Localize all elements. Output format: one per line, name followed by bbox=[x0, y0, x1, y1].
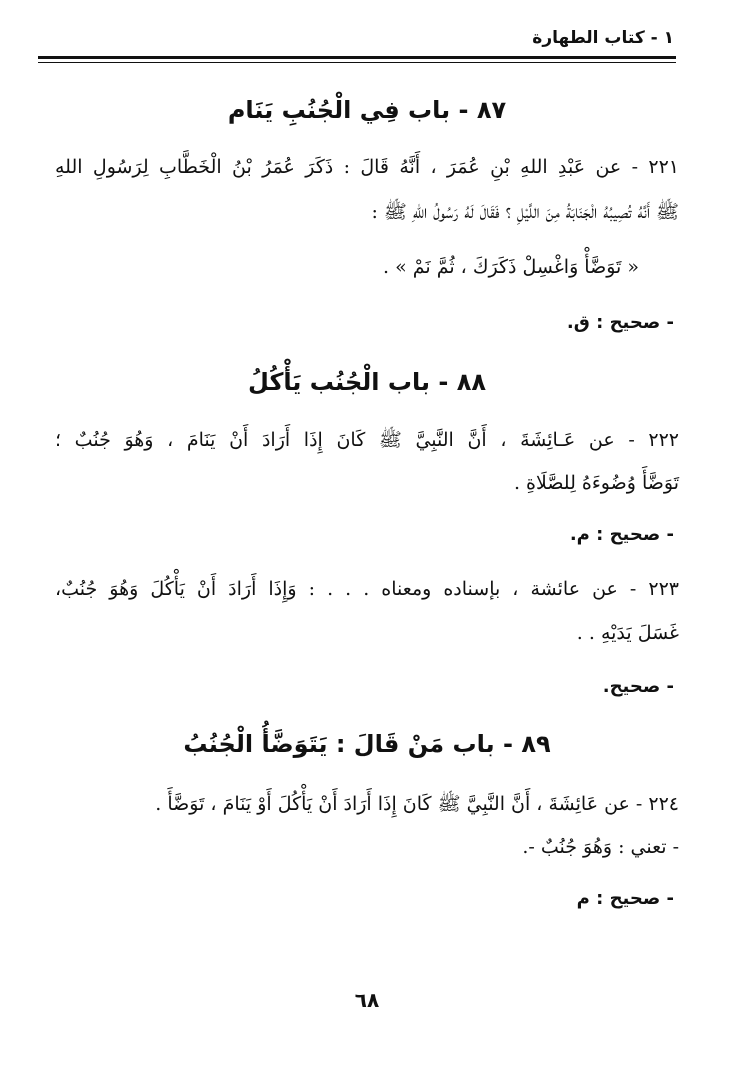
hadith-221-line-1: ٢٢١ - عن عَبْدِ اللهِ بْنِ عُمَرَ ، أَنَّهُ قَالَ : ذَكَرَ عُمَرُ بْنُ الْخَطَّابِ لِرَسُولِ اللهِ bbox=[55, 156, 679, 178]
verdict-222: - صحيح : م. bbox=[569, 524, 674, 545]
hadith-221-line-2: ﷺ أَنَّهُ تُصِيبُهُ الْجَنَابَةُ مِنَ اللَّيْلِ ؟ فَقَالَ لَهُ رَسُولُ اللهِ ﷺ : bbox=[371, 201, 679, 223]
hadith-224-line-1: ٢٢٤ - عن عَائِشَةَ ، أَنَّ النَّبِيَّ ﷺ كَانَ إِذَا أَرَادَ أَنْ يَأْكُلَ أَوْ يَنَامَ ، تَوَضَّأَ . bbox=[155, 793, 679, 815]
page-number: ٦٨ bbox=[354, 988, 380, 1012]
verdict-221: - صحيح : ق. bbox=[566, 312, 674, 333]
header-rule-thin bbox=[38, 62, 676, 63]
chapter-title-89: ٨٩ - باب مَنْ قَالَ : يَتَوَضَّأُ الْجُنُبُ bbox=[183, 730, 551, 758]
hadith-222-line-2: تَوَضَّأَ وُضُوءَهُ لِلصَّلَاةِ . bbox=[513, 472, 679, 494]
chapter-title-88: ٨٨ - باب الْجُنُب يَأْكُلُ bbox=[248, 368, 486, 396]
running-header: ١ - كتاب الطهارة bbox=[532, 28, 674, 48]
hadith-221-line-3: « تَوَضَّأْ وَاغْسِلْ ذَكَرَكَ ، ثُمَّ نَمْ » . bbox=[382, 256, 639, 278]
hadith-223-line-2: غَسَلَ يَدَيْهِ . . bbox=[576, 622, 679, 644]
verdict-223: - صحيح. bbox=[602, 676, 674, 697]
chapter-title-87: ٨٧ - باب فِي الْجُنُبِ يَنَام bbox=[227, 96, 507, 124]
verdict-224: - صحيح : م bbox=[576, 888, 674, 909]
hadith-222-line-1: ٢٢٢ - عن عَـائِشَةَ ، أَنَّ النَّبِيَّ ﷺ كَانَ إِذَا أَرَادَ أَنْ يَنَامَ ، وَهُوَ جُنُبٌ ؛ bbox=[55, 429, 679, 451]
hadith-223-line-1: ٢٢٣ - عن عائشة ، بإسناده ومعناه . . . : وَإِذَا أَرَادَ أَنْ يَأْكُلَ وَهُوَ جُنُبٌ، bbox=[55, 578, 679, 600]
hadith-224-line-2: - تعني : وَهُوَ جُنُبٌ -. bbox=[522, 836, 679, 858]
header-rule bbox=[38, 56, 676, 59]
